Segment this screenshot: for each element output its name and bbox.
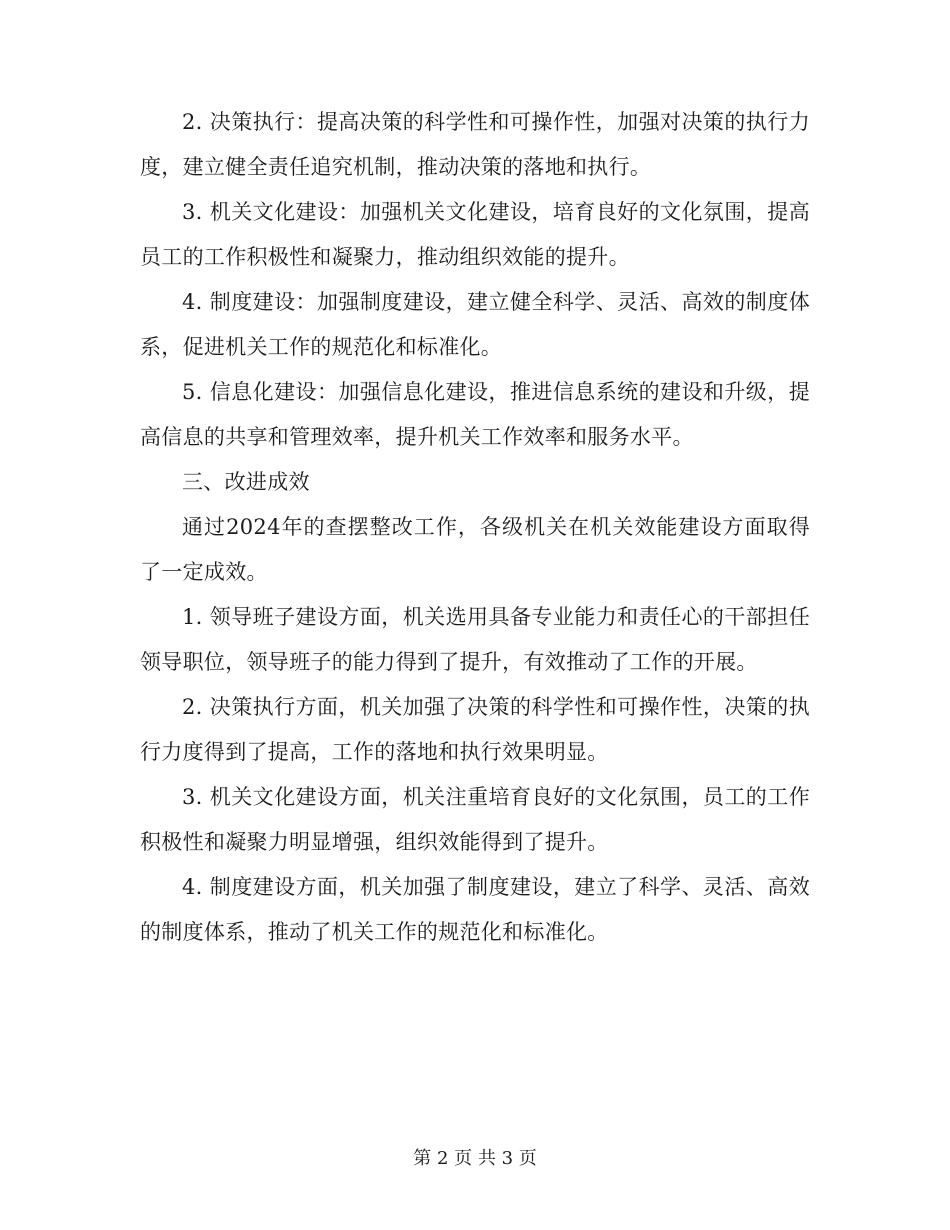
paragraph-system-building: 4. 制度建设：加强制度建设，建立健全科学、灵活、高效的制度体系，促进机关工作的规范化和标准化。 [140, 290, 810, 359]
paragraph-results-intro: 通过2024年的查摆整改工作，各级机关在机关效能建设方面取得了一定成效。 [140, 515, 810, 584]
paragraph-result-leadership: 1. 领导班子建设方面，机关选用具备专业能力和责任心的干部担任领导职位，领导班子的能力得到了提升，有效推动了工作的开展。 [140, 605, 810, 674]
paragraph-culture-building: 3. 机关文化建设：加强机关文化建设，培育良好的文化氛围，提高员工的工作积极性和凝聚力，推动组织效能的提升。 [140, 200, 810, 269]
paragraph-result-culture: 3. 机关文化建设方面，机关注重培育良好的文化氛围，员工的工作积极性和凝聚力明显增强，组织效能得到了提升。 [140, 785, 810, 854]
paragraph-decision-execution: 2. 决策执行：提高决策的科学性和可操作性，加强对决策的执行力度，建立健全责任追究机制，推动决策的落地和执行。 [140, 110, 810, 179]
page-footer: 第 2 页 共 3 页 [413, 1148, 537, 1169]
section-heading-results: 三、改进成效 [182, 470, 310, 494]
paragraph-result-system: 4. 制度建设方面，机关加强了制度建设，建立了科学、灵活、高效的制度体系，推动了机关工作的规范化和标准化。 [140, 875, 810, 944]
paragraph-result-decision: 2. 决策执行方面，机关加强了决策的科学性和可操作性，决策的执行力度得到了提高，工作的落地和执行效果明显。 [140, 695, 810, 764]
document-body [140, 100, 810, 955]
paragraph-informatization: 5. 信息化建设：加强信息化建设，推进信息系统的建设和升级，提高信息的共享和管理效率，提升机关工作效率和服务水平。 [140, 380, 810, 449]
